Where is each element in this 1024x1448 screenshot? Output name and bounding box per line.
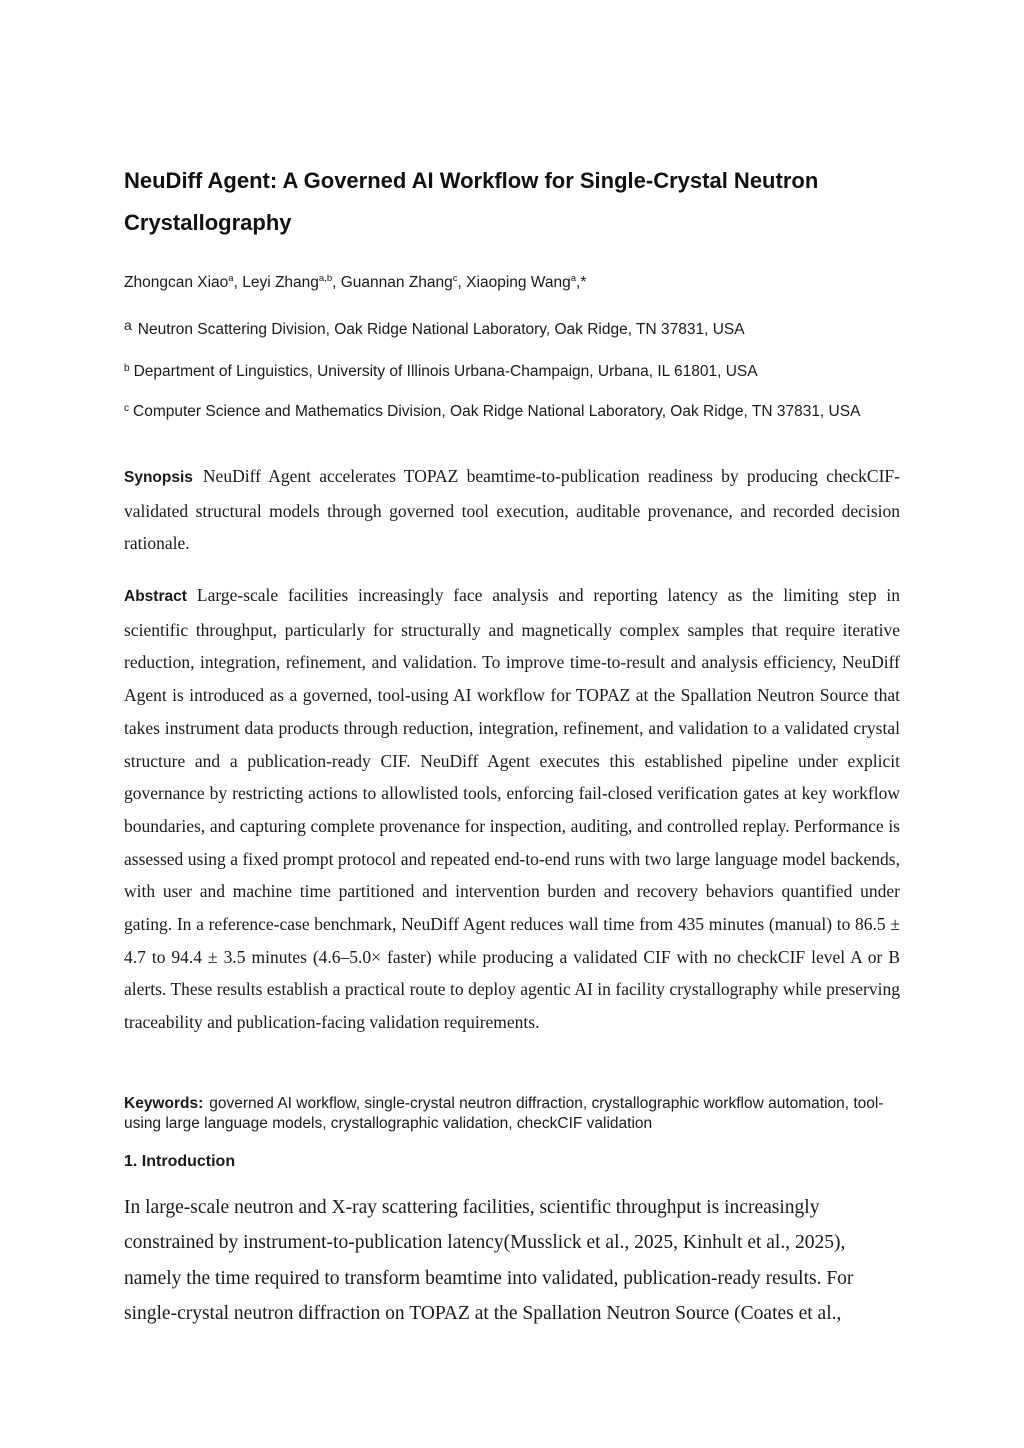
author: Leyi Zhang$^{a,b}$, xyxy=(242,273,341,291)
paper-title: NeuDiff Agent: A Governed AI Workflow for Single-Crystal Neutron Crystallography xyxy=(124,168,819,235)
affiliation-a: $^a$ Neutron Scattering Division, Oak Ridge National Laboratory, Oak Ridge, TN 37831, USA xyxy=(124,317,745,338)
synopsis xyxy=(124,460,900,560)
affiliation-c: $^c$ Computer Science and Mathematics Division, Oak Ridge National Laboratory, Oak Ridge, TN 37831, USA xyxy=(124,403,861,420)
synopsis-text: NeuDiff Agent accelerates TOPAZ beamtime-to-publication readiness by producing checkCIF-validated structural models through governed tool execution, auditable provenance, and recorded decision rationale. xyxy=(124,466,900,554)
author: Guannan Zhang$^c$, xyxy=(340,273,467,291)
author-list xyxy=(124,268,904,294)
keywords-text: governed AI workflow, single-crystal neutron diffraction, crystallographic workflow automation, tool-using large language models, crystallographic validation, checkCIF validation xyxy=(124,1095,884,1132)
author: Xiaoping Wang$^a$,* xyxy=(466,273,587,291)
abstract-label: Abstract xyxy=(124,588,187,605)
intro-paragraph: In large-scale neutron and X-ray scattering facilities, scientific throughput is increasingly constrained by instrument-to-publication latency(Musslick et al., 2025, Kinhult et al., 2025), namely the time required to transform beamtime into validated, publication-ready results. For single-crystal neutron diffraction on TOPAZ at the Spallation Neutron Source (Coates et al., xyxy=(124,1197,854,1325)
section-heading: 1. Introduction xyxy=(124,1153,236,1170)
synopsis-label: Synopsis xyxy=(124,469,193,486)
abstract xyxy=(124,579,900,1039)
keywords-label: Keywords: xyxy=(124,1095,204,1112)
keywords xyxy=(124,1094,900,1133)
abstract-text: Large-scale facilities increasingly face analysis and reporting latency as the limiting step in scientific throughput, particularly for structurally and magnetically complex samples that require iterative reduction, integration, refinement, and validation. To improve time-to-result and analysis efficiency, NeuDiff Agent is introduced as a governed, tool-using AI workflow for TOPAZ at the Spallation Neutron Source that takes instrument data products through reduction, integration, refinement, and validation to a validated crystal structure and a publication-ready CIF. NeuDiff Agent executes this established pipeline under explicit governance by restricting actions to allowlisted tools, enforcing fail-closed verification gates at key workflow boundaries, and capturing complete provenance for inspection, auditing, and controlled replay. Performance is assessed using a fixed prompt protocol and repeated end-to-end runs with two large language model backends, with user and machine time partitioned and intervention burden and recovery behaviors quantified under gating. In a reference-case benchmark, NeuDiff Agent reduces wall time from 435 minutes (manual) to 86.5 ± 4.7 to 94.4 ± 3.5 minutes (4.6–5.0× faster) while producing a validated CIF with no checkCIF level A or B alerts. These results establish a practical route to deploy agentic AI in facility crystallography while preserving traceability and publication-facing validation requirements. xyxy=(124,585,900,1033)
affiliation-b: $^b$ Department of Linguistics, University of Illinois Urbana-Champaign, Urbana, IL 61801, USA xyxy=(124,363,758,380)
author: Zhongcan Xiao$^a$, xyxy=(124,273,243,291)
